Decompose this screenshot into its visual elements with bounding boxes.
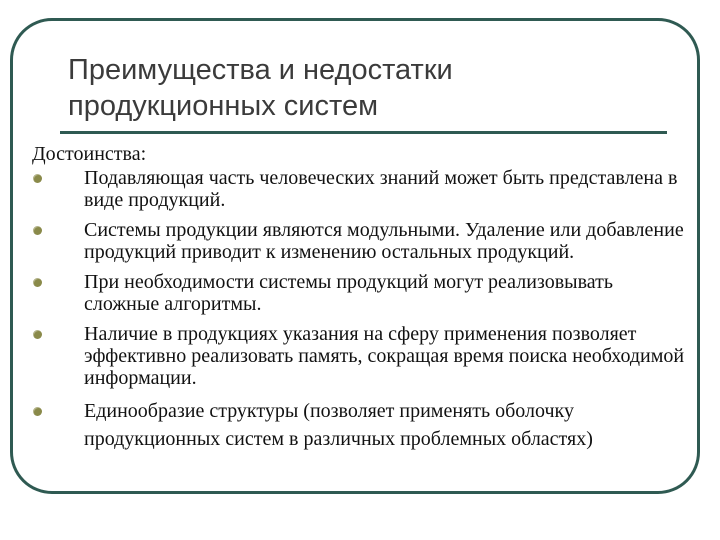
bullet-dot-icon	[33, 278, 42, 287]
list-item	[32, 323, 692, 389]
bullet-dot-icon	[33, 226, 42, 235]
title-underline	[60, 131, 667, 134]
list-item-text: Наличие в продукциях указания на сферу применения позволяет эффективно реализовать память, сокращая время поиска необходимой информации.	[84, 323, 685, 389]
list-item-text: При необходимости системы продукций могут реализовывать сложные алгоритмы.	[84, 271, 613, 315]
slide-title-line-2: продукционных систем	[68, 90, 379, 122]
list-item	[32, 219, 692, 263]
slide-body	[32, 143, 692, 461]
list-item-text: Подавляющая часть человеческих знаний может быть представлена в виде продукций.	[84, 167, 678, 211]
advantages-list	[32, 167, 692, 453]
bullet-dot-icon	[33, 330, 42, 339]
list-item	[32, 397, 692, 453]
slide-title-line-1: Преимущества и недостатки	[68, 54, 453, 86]
list-item-text: Единообразие структуры (позволяет применять оболочку продукционных систем в различных проблемных областях)	[84, 400, 593, 450]
bullet-dot-icon	[33, 174, 42, 183]
slide-title	[68, 52, 628, 124]
list-item-text: Системы продукции являются модульными. Удаление или добавление продукций приводит к изменению остальных продукций.	[84, 219, 684, 263]
bullet-dot-icon	[33, 407, 42, 416]
list-item	[32, 167, 692, 211]
advantages-heading: Достоинства:	[32, 143, 147, 165]
list-item	[32, 271, 692, 315]
